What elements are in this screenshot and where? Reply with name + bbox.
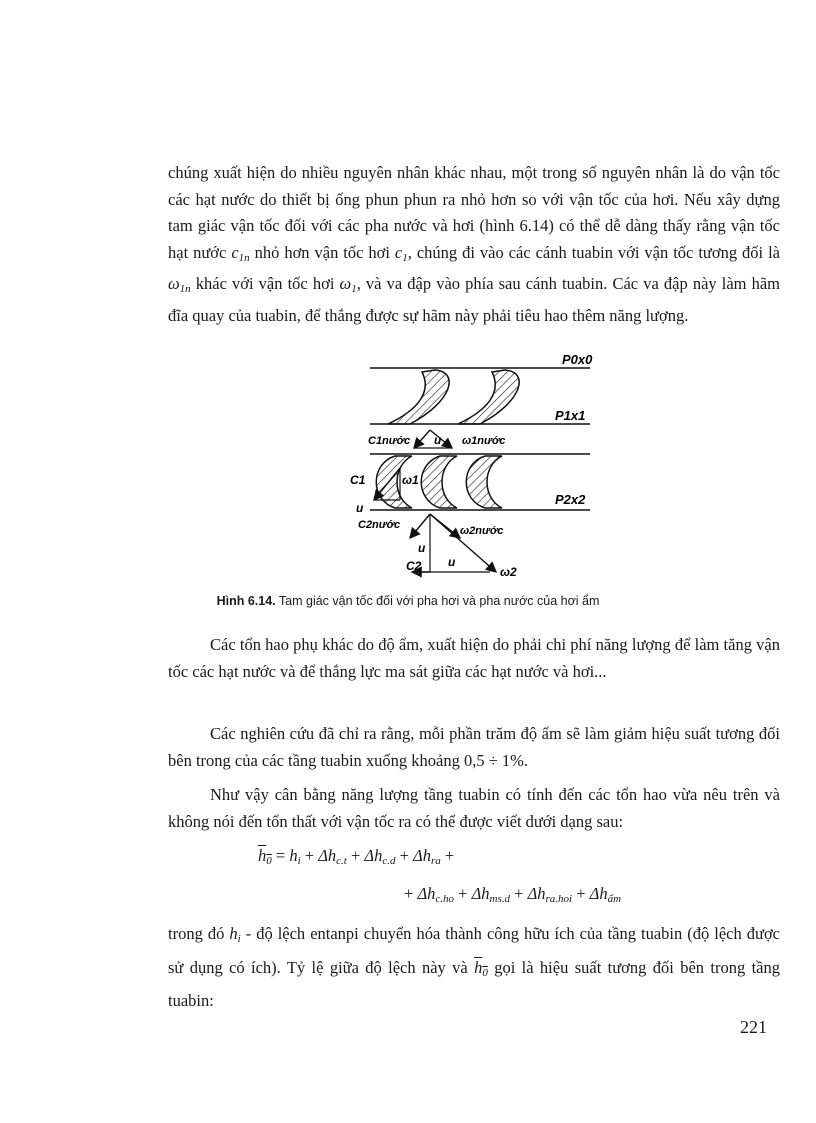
formula-line-1: $h_0 = h_i + \Delta h_{c.t} + \Delta h_{c.d} + \Delta h_{ra}$ +	[258, 846, 455, 867]
paragraph-losses: Các tổn hao phụ khác do độ ẩm, xuất hiện do phải chi phí năng lượng để làm tăng vận tốc các hạt nước và để thắng lực ma sát giữa các hạt nước và hơi...	[168, 635, 780, 681]
label-c2nuoc: C2nước	[358, 519, 401, 531]
paragraph-definition: trong đó $h_i$ - độ lệch entanpi chuyển hóa thành công hữu ích của tầng tuabin (độ lệch được sử dụng có ích). Tỷ lệ giữa độ lệch này và $h_0$ gọi là hiệu suất tương đối bên trong tầng tuabin:	[168, 924, 780, 1010]
label-p2x2: P2x2	[555, 492, 586, 507]
label-c2: C2	[406, 559, 422, 573]
label-w2: ω2	[500, 565, 517, 579]
velocity-triangle-diagram	[340, 352, 600, 582]
label-w1: ω1	[402, 473, 419, 487]
label-u-bottom: u	[448, 555, 456, 569]
symbol-c1: $c_1$	[394, 242, 408, 264]
label-u-left: u	[356, 501, 364, 515]
label-w1nuoc: ω1nước	[462, 435, 506, 447]
page-number: 221	[740, 1017, 767, 1037]
label-c1nuoc: C1nước	[368, 435, 411, 447]
symbol-c1n: $c_{1n}$	[231, 242, 250, 264]
label-u-mid: u	[418, 541, 426, 555]
figure-velocity-triangles	[340, 352, 600, 582]
nozzle-blade-2	[458, 370, 519, 424]
nozzle-blade-1	[388, 370, 449, 424]
label-u-top: u	[434, 433, 442, 447]
symbol-h0-bar: $h_0$	[258, 846, 272, 867]
label-w2nuoc: ω2nước	[460, 525, 504, 537]
label-c1: C1	[350, 473, 366, 487]
symbol-w1: $\omega_1$	[339, 274, 357, 295]
paragraph-intro: chúng xuất hiện do nhiều nguyên nhân khác nhau, một trong số nguyên nhân là do vận tốc các hạt nước do thiết bị ống phun phun ra nhỏ hơn so với vận tốc của hơi. Nếu xây dựng tam giác vận tốc đối với các pha nước và hơi (hình 6.14) có thể dễ dàng thấy rằng vận tốc hạt nước $c_{1n}$ nhỏ hơn vận tốc hơi $c_1$, chúng đi vào các cánh tuabin với vận tốc tương đối là $\omega_{1n}$ khác với vận tốc hơi $\omega_1$, và va đập vào phía sau cánh tuabin. Các va đập này làm hãm đĩa quay của tuabin, để thắng được sự hãm này phải tiêu hao thêm năng lượng.	[168, 163, 780, 325]
label-p1x1: P1x1	[555, 408, 586, 423]
paragraph-research: Các nghiên cứu đã chỉ ra rằng, mỗi phần trăm độ ẩm sẽ làm giảm hiệu suất tương đối bên trong của các tầng tuabin xuống khoảng 0,5 ÷ 1%.	[168, 724, 780, 770]
rotor-blade-3	[466, 456, 502, 508]
symbol-w1n: $\omega_{1n}$	[168, 274, 191, 295]
label-p0x0: P0x0	[562, 352, 593, 367]
formula-line-2: + $\Delta h_{c.ho} + \Delta h_{ms.d} + \Delta h_{ra.hoi} + \Delta h_{ẩm}$	[404, 884, 622, 905]
rotor-blade-2	[421, 456, 457, 508]
figure-caption: Hình 6.14. Tam giác vận tốc đối với pha hơi và pha nước của hơi ẩm	[216, 594, 600, 608]
paragraph-energy-balance: Như vậy cân bằng năng lượng tầng tuabin có tính đến các tổn hao vừa nêu trên và không nói đến tổn thất với vận tốc ra có thể được viết dưới dạng sau:	[168, 785, 780, 831]
